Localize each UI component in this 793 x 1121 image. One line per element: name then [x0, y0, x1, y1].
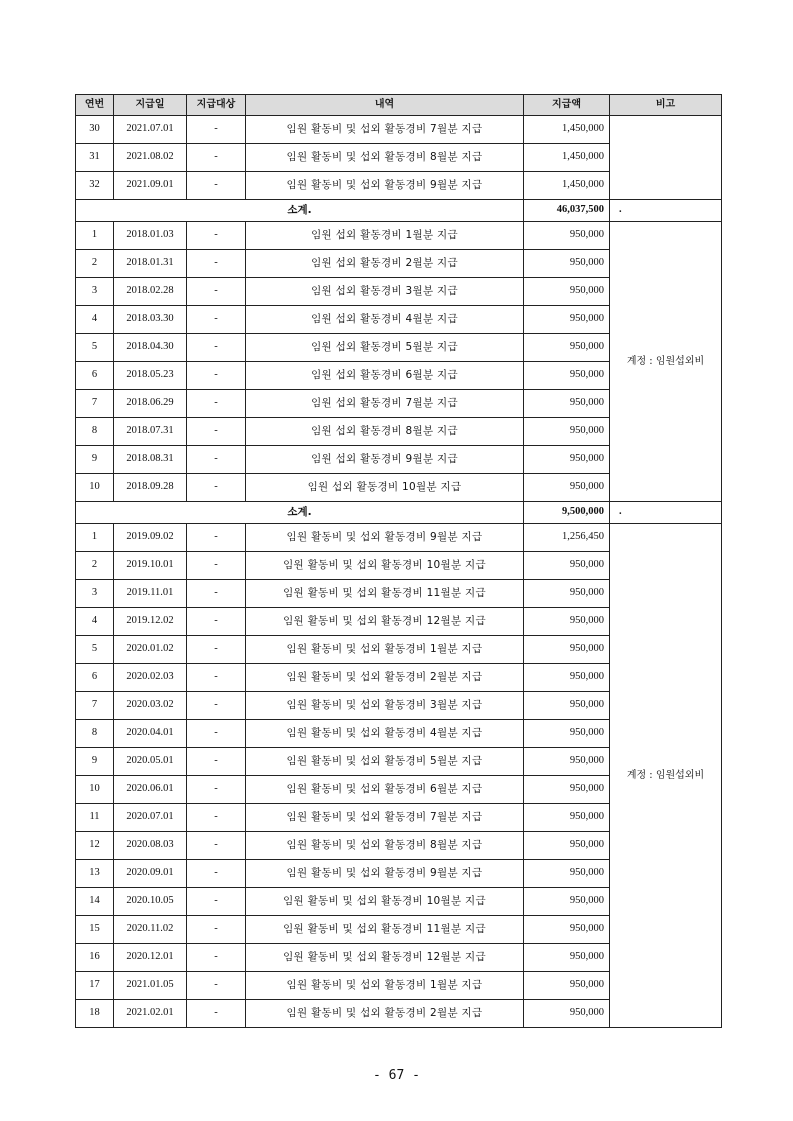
row-date: 2020.06.01: [114, 776, 187, 804]
row-amount: 950,000: [524, 552, 610, 580]
row-no: 1: [76, 222, 114, 250]
row-amount: 950,000: [524, 222, 610, 250]
row-target: -: [187, 552, 246, 580]
row-amount: 950,000: [524, 832, 610, 860]
row-no: 4: [76, 306, 114, 334]
header-note: 비고: [610, 95, 722, 116]
row-no: 16: [76, 944, 114, 972]
row-amount: 950,000: [524, 306, 610, 334]
row-detail: 임원 섭외 활동경비 10월분 지급: [246, 474, 524, 502]
row-amount: 950,000: [524, 334, 610, 362]
row-no: 32: [76, 172, 114, 200]
row-detail: 임원 활동비 및 섭외 활동경비 7월분 지급: [246, 804, 524, 832]
row-date: 2018.07.31: [114, 418, 187, 446]
row-no: 8: [76, 418, 114, 446]
row-target: -: [187, 832, 246, 860]
row-amount: 950,000: [524, 776, 610, 804]
row-amount: 950,000: [524, 888, 610, 916]
row-detail: 임원 활동비 및 섭외 활동경비 10월분 지급: [246, 552, 524, 580]
row-date: 2018.04.30: [114, 334, 187, 362]
row-no: 10: [76, 776, 114, 804]
row-amount: 950,000: [524, 944, 610, 972]
row-no: 10: [76, 474, 114, 502]
row-amount: 1,450,000: [524, 116, 610, 144]
header-row: [76, 95, 722, 116]
row-no: 18: [76, 1000, 114, 1028]
row-date: 2020.05.01: [114, 748, 187, 776]
row-no: 8: [76, 720, 114, 748]
row-no: 5: [76, 334, 114, 362]
row-no: 2: [76, 552, 114, 580]
row-no: 11: [76, 804, 114, 832]
row-no: 9: [76, 446, 114, 474]
row-date: 2021.07.01: [114, 116, 187, 144]
row-amount: 950,000: [524, 664, 610, 692]
row-target: -: [187, 334, 246, 362]
row-date: 2020.03.02: [114, 692, 187, 720]
row-amount: 1,450,000: [524, 144, 610, 172]
header-date: 지급일: [114, 95, 187, 116]
row-date: 2019.09.02: [114, 524, 187, 552]
row-amount: 950,000: [524, 418, 610, 446]
row-detail: 임원 활동비 및 섭외 활동경비 11월분 지급: [246, 580, 524, 608]
row-target: -: [187, 474, 246, 502]
row-target: -: [187, 390, 246, 418]
row-date: 2020.08.03: [114, 832, 187, 860]
row-target: -: [187, 804, 246, 832]
row-no: 7: [76, 692, 114, 720]
row-detail: 임원 활동비 및 섭외 활동경비 1월분 지급: [246, 636, 524, 664]
row-target: -: [187, 692, 246, 720]
row-amount: 950,000: [524, 748, 610, 776]
row-date: 2018.01.31: [114, 250, 187, 278]
row-detail: 임원 활동비 및 섭외 활동경비 2월분 지급: [246, 1000, 524, 1028]
row-detail: 임원 섭외 활동경비 3월분 지급: [246, 278, 524, 306]
row-date: 2018.08.31: [114, 446, 187, 474]
row-detail: 임원 활동비 및 섭외 활동경비 4월분 지급: [246, 720, 524, 748]
row-detail: 임원 섭외 활동경비 8월분 지급: [246, 418, 524, 446]
row-no: 31: [76, 144, 114, 172]
row-date: 2020.02.03: [114, 664, 187, 692]
payment-table: [75, 94, 722, 1028]
row-amount: 950,000: [524, 1000, 610, 1028]
row-detail: 임원 활동비 및 섭외 활동경비 1월분 지급: [246, 972, 524, 1000]
remark-cell: 계정 : 임원섭외비: [610, 222, 722, 502]
row-target: -: [187, 580, 246, 608]
row-no: 7: [76, 390, 114, 418]
row-detail: 임원 활동비 및 섭외 활동경비 3월분 지급: [246, 692, 524, 720]
row-amount: 950,000: [524, 278, 610, 306]
subtotal-remark: .: [610, 200, 722, 222]
row-target: -: [187, 664, 246, 692]
row-target: -: [187, 1000, 246, 1028]
row-amount: 950,000: [524, 916, 610, 944]
row-amount: 950,000: [524, 250, 610, 278]
row-amount: 950,000: [524, 636, 610, 664]
row-date: 2020.07.01: [114, 804, 187, 832]
row-no: 13: [76, 860, 114, 888]
row-detail: 임원 활동비 및 섭외 활동경비 10월분 지급: [246, 888, 524, 916]
row-detail: 임원 섭외 활동경비 9월분 지급: [246, 446, 524, 474]
row-detail: 임원 섭외 활동경비 4월분 지급: [246, 306, 524, 334]
row-detail: 임원 섭외 활동경비 6월분 지급: [246, 362, 524, 390]
row-target: -: [187, 776, 246, 804]
table-body: [76, 116, 722, 1028]
row-date: 2020.12.01: [114, 944, 187, 972]
row-target: -: [187, 418, 246, 446]
row-amount: 950,000: [524, 362, 610, 390]
remark-cell: 계정 : 임원섭외비: [610, 524, 722, 1028]
row-detail: 임원 섭외 활동경비 7월분 지급: [246, 390, 524, 418]
row-detail: 임원 활동비 및 섭외 활동경비 12월분 지급: [246, 944, 524, 972]
row-target: -: [187, 172, 246, 200]
row-detail: 임원 섭외 활동경비 5월분 지급: [246, 334, 524, 362]
row-amount: 950,000: [524, 972, 610, 1000]
row-detail: 임원 섭외 활동경비 1월분 지급: [246, 222, 524, 250]
row-amount: 1,256,450: [524, 524, 610, 552]
row-amount: 950,000: [524, 804, 610, 832]
subtotal-row: [76, 502, 722, 524]
row-no: 14: [76, 888, 114, 916]
table-row: [76, 116, 722, 144]
row-target: -: [187, 116, 246, 144]
row-target: -: [187, 306, 246, 334]
row-detail: 임원 활동비 및 섭외 활동경비 5월분 지급: [246, 748, 524, 776]
row-no: 2: [76, 250, 114, 278]
row-no: 15: [76, 916, 114, 944]
table-row: [76, 524, 722, 552]
row-date: 2021.09.01: [114, 172, 187, 200]
row-amount: 950,000: [524, 390, 610, 418]
row-detail: 임원 활동비 및 섭외 활동경비 9월분 지급: [246, 524, 524, 552]
row-date: 2018.09.28: [114, 474, 187, 502]
row-date: 2018.03.30: [114, 306, 187, 334]
row-target: -: [187, 888, 246, 916]
subtotal-label: 소계.: [76, 502, 524, 524]
row-target: -: [187, 250, 246, 278]
subtotal-row: [76, 200, 722, 222]
row-date: 2021.01.05: [114, 972, 187, 1000]
page-number: - 67 -: [373, 1068, 420, 1083]
row-no: 5: [76, 636, 114, 664]
row-target: -: [187, 144, 246, 172]
row-detail: 임원 활동비 및 섭외 활동경비 2월분 지급: [246, 664, 524, 692]
row-no: 9: [76, 748, 114, 776]
row-amount: 950,000: [524, 474, 610, 502]
row-target: -: [187, 446, 246, 474]
row-no: 3: [76, 580, 114, 608]
row-detail: 임원 활동비 및 섭외 활동경비 6월분 지급: [246, 776, 524, 804]
row-detail: 임원 활동비 및 섭외 활동경비 7월분 지급: [246, 116, 524, 144]
row-detail: 임원 활동비 및 섭외 활동경비 9월분 지급: [246, 172, 524, 200]
row-detail: 임원 활동비 및 섭외 활동경비 11월분 지급: [246, 916, 524, 944]
row-no: 17: [76, 972, 114, 1000]
row-date: 2018.01.03: [114, 222, 187, 250]
row-no: 30: [76, 116, 114, 144]
row-amount: 950,000: [524, 446, 610, 474]
row-no: 6: [76, 664, 114, 692]
row-target: -: [187, 608, 246, 636]
row-no: 6: [76, 362, 114, 390]
row-date: 2019.11.01: [114, 580, 187, 608]
row-date: 2020.04.01: [114, 720, 187, 748]
row-target: -: [187, 972, 246, 1000]
row-target: -: [187, 944, 246, 972]
row-target: -: [187, 278, 246, 306]
row-date: 2020.09.01: [114, 860, 187, 888]
subtotal-label: 소계.: [76, 200, 524, 222]
row-detail: 임원 섭외 활동경비 2월분 지급: [246, 250, 524, 278]
row-detail: 임원 활동비 및 섭외 활동경비 9월분 지급: [246, 860, 524, 888]
row-target: -: [187, 222, 246, 250]
row-target: -: [187, 748, 246, 776]
row-date: 2021.02.01: [114, 1000, 187, 1028]
row-no: 4: [76, 608, 114, 636]
row-date: 2019.12.02: [114, 608, 187, 636]
row-detail: 임원 활동비 및 섭외 활동경비 12월분 지급: [246, 608, 524, 636]
row-amount: 950,000: [524, 692, 610, 720]
subtotal-amount: 9,500,000: [524, 502, 610, 524]
row-date: 2021.08.02: [114, 144, 187, 172]
remark-cell: [610, 116, 722, 200]
row-no: 3: [76, 278, 114, 306]
header-no: 연번: [76, 95, 114, 116]
row-target: -: [187, 860, 246, 888]
row-date: 2018.02.28: [114, 278, 187, 306]
row-amount: 950,000: [524, 580, 610, 608]
subtotal-amount: 46,037,500: [524, 200, 610, 222]
header-amount: 지급액: [524, 95, 610, 116]
row-amount: 1,450,000: [524, 172, 610, 200]
row-no: 12: [76, 832, 114, 860]
row-date: 2018.05.23: [114, 362, 187, 390]
header-target: 지급대상: [187, 95, 246, 116]
subtotal-remark: .: [610, 502, 722, 524]
row-detail: 임원 활동비 및 섭외 활동경비 8월분 지급: [246, 144, 524, 172]
row-detail: 임원 활동비 및 섭외 활동경비 8월분 지급: [246, 832, 524, 860]
row-target: -: [187, 362, 246, 390]
row-no: 1: [76, 524, 114, 552]
row-target: -: [187, 636, 246, 664]
row-amount: 950,000: [524, 860, 610, 888]
row-date: 2020.11.02: [114, 916, 187, 944]
row-date: 2019.10.01: [114, 552, 187, 580]
row-date: 2020.10.05: [114, 888, 187, 916]
row-target: -: [187, 916, 246, 944]
row-amount: 950,000: [524, 608, 610, 636]
table-row: [76, 222, 722, 250]
row-date: 2020.01.02: [114, 636, 187, 664]
row-target: -: [187, 524, 246, 552]
header-detail: 내역: [246, 95, 524, 116]
row-target: -: [187, 720, 246, 748]
row-date: 2018.06.29: [114, 390, 187, 418]
row-amount: 950,000: [524, 720, 610, 748]
